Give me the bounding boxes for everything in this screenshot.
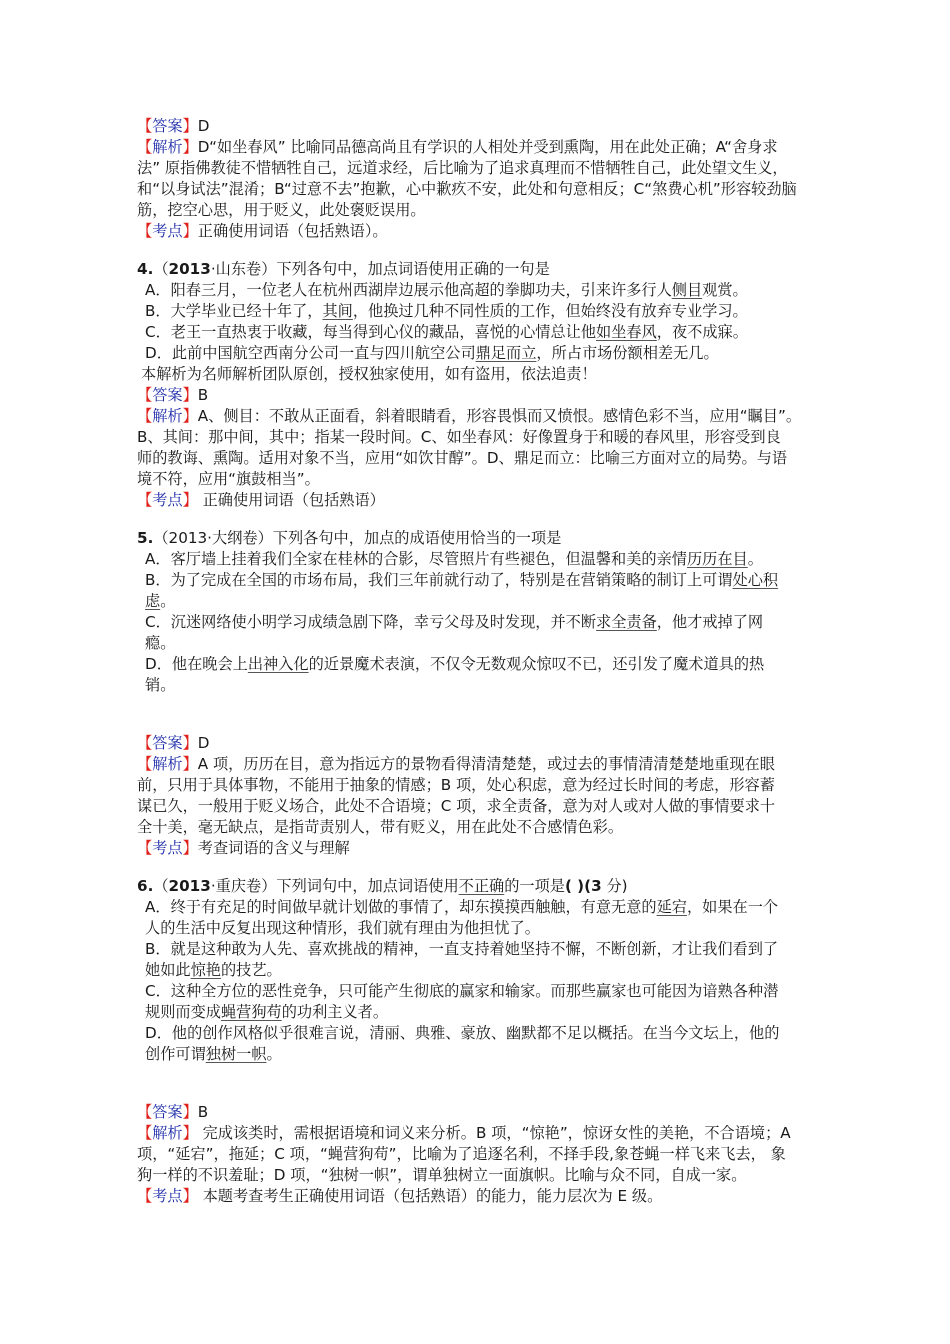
- analysis-line: 前，只用于具体事物，不能用于抽象的情感；B 项，处心积虑，意为经过长时间的考虑，形容蓄: [137, 776, 775, 794]
- question-number: 5.: [137, 529, 154, 547]
- answer-line-1: 【答案】D: [137, 117, 210, 135]
- point-label: 考点: [152, 222, 183, 240]
- option-d: D．他在晚会上出神入化的近景魔术表演，不仅令无数观众惊叹不已，还引发了魔术道具的热: [145, 655, 765, 673]
- option-a: A．客厅墙上挂着我们全家在桂林的合影，尽管照片有些褪色，但温馨和美的亲情历历在目。: [145, 550, 763, 568]
- option-a: A．终于有充足的时间做早就计划做的事情了，却东摸摸西触触，有意无意的延宕，如果在一个: [145, 898, 779, 916]
- answer-line-6: 【答案】B: [137, 1103, 209, 1121]
- analysis-line: 【解析】A 项，历历在目，意为指远方的景物看得清清楚楚，或过去的事情清清楚楚地重现在眼: [137, 755, 775, 773]
- analysis-line: 狗一样的不识羞耻；D 项，“独树一帜”，谓单独树立一面旗帜。比喻与众不同，自成一家。: [137, 1166, 747, 1184]
- analysis-line: 谋已久，一般用于贬义场合，此处不合语境；C 项，求全责备，意为对人或对人做的事情要求十: [137, 797, 776, 815]
- option-b: B．大学毕业已经十年了，其间，他换过几种不同性质的工作，但始终没有放弃专业学习。: [145, 302, 748, 320]
- option-a-cont: 人的生活中反复出现这种情形，我们就有理由为他担忧了。: [145, 919, 540, 937]
- option-d: D．此前中国航空西南分公司一直与四川航空公司鼎足而立，所占市场份额相差无几。: [145, 344, 719, 362]
- option-d-cont: 创作可谓独树一帜。: [145, 1045, 282, 1063]
- option-d: D．他的创作风格似乎很难言说，清丽、典雅、豪放、幽默都不足以概括。在当今文坛上，他的: [145, 1024, 780, 1042]
- question-5-header: 5.（2013·大纲卷）下列各句中，加点的成语使用恰当的一项是: [137, 529, 562, 547]
- option-b: B．为了完成在全国的市场布局，我们三年前就行动了，特别是在营销策略的制订上可谓处心积: [145, 571, 779, 589]
- analysis-line: 【解析】A、侧目：不敢从正面看，斜着眼睛看，形容畏惧而又愤恨。感情色彩不当，应用“瞩目”。: [137, 407, 802, 425]
- point-line: 【考点】正确使用词语（包括熟语）。: [137, 222, 388, 240]
- analysis-label: 解析: [152, 138, 183, 156]
- point-line: 【考点】 本题考查考生正确使用词语（包括熟语）的能力，能力层次为 E 级。: [137, 1187, 663, 1205]
- option-c: C．老王一直热衷于收藏，每当得到心仪的藏品，喜悦的心情总让他如坐春风，夜不成寐。: [145, 323, 748, 341]
- option-c-cont: 规则而变成蝇营狗苟的功利主义者。: [145, 1003, 388, 1021]
- point-line: 【考点】考查词语的含义与理解: [137, 839, 350, 857]
- option-d-cont: 销。: [145, 676, 176, 694]
- copyright-notice: 本解析为名师解析团队原创，授权独家使用，如有盗用，依法追责！: [141, 365, 597, 383]
- answer-line-5: 【答案】D: [137, 734, 210, 752]
- option-a: A．阳春三月，一位老人在杭州西湖岸边展示他高超的拳脚功夫，引来许多行人侧目观赏。: [145, 281, 748, 299]
- answer-line-4: 【答案】B: [137, 386, 209, 404]
- analysis-line: 【解析】D“如坐春风” 比喻同品德高尚且有学识的人相处并受到熏陶，用在此处正确；A“舍身求: [137, 138, 778, 156]
- analysis-line: 和“以身试法”混淆；B“过意不去”抱歉，心中歉疚不安，此处和句意相反；C“煞费心机”形容较劲脑: [137, 180, 797, 198]
- analysis-line: 筋，挖空心思，用于贬义，此处褒贬误用。: [137, 201, 426, 219]
- answer-value: D: [197, 117, 210, 135]
- option-b-cont: 虑。: [145, 592, 176, 610]
- option-b: B．就是这种敢为人先、喜欢挑战的精神，一直支持着她坚持不懈，不断创新，才让我们看到了: [145, 940, 779, 958]
- analysis-line: 【解析】 完成该类时，需根据语境和词义来分析。B 项，“惊艳”，惊讶女性的美艳，不合语境；A: [137, 1124, 791, 1142]
- analysis-line: 境不符，应用“旗鼓相当”。: [137, 470, 320, 488]
- question-number: 4.: [137, 260, 154, 278]
- analysis-line: 项，“延宕”，拖延；C 项，“蝇营狗苟”，比喻为了追逐名利，不择手段,象苍蝇一样飞来飞去， 象: [137, 1145, 786, 1163]
- analysis-line: 法” 原指佛教徒不惜牺牲自己，远道求经，后比喻为了追求真理而不惜牺牲自己，此处望文生义，: [137, 159, 788, 177]
- point-line: 【考点】 正确使用词语（包括熟语）: [137, 491, 385, 509]
- question-4-header: 4.（2013·山东卷）下列各句中，加点词语使用正确的一句是: [137, 260, 550, 278]
- option-c-cont: 瘾。: [145, 634, 176, 652]
- question-number: 6.: [137, 877, 154, 895]
- question-6-header: 6.（2013·重庆卷）下列词句中，加点词语使用不正确的一项是( )(3 分): [137, 877, 628, 895]
- analysis-line: B、其间：那中间，其中；指某一段时间。C、如坐春风：好像置身于和暖的春风里，形容受到良: [137, 428, 781, 446]
- analysis-line: 全十美，毫无缺点，是指苛责别人，带有贬义，用在此处不合感情色彩。: [137, 818, 623, 836]
- analysis-line: 师的教诲、熏陶。适用对象不当，应用“如饮甘醇”。D、鼎足而立：比喻三方面对立的局势。与语: [137, 449, 788, 467]
- option-c: C．这种全方位的恶性竞争，只可能产生彻底的赢家和输家。而那些赢家也可能因为谙熟各种潜: [145, 982, 779, 1000]
- option-b-cont: 她如此惊艳的技艺。: [145, 961, 282, 979]
- answer-label: 答案: [152, 117, 183, 135]
- option-c: C．沉迷网络使小明学习成绩急剧下降，幸亏父母及时发现，并不断求全责备，他才戒掉了网: [145, 613, 764, 631]
